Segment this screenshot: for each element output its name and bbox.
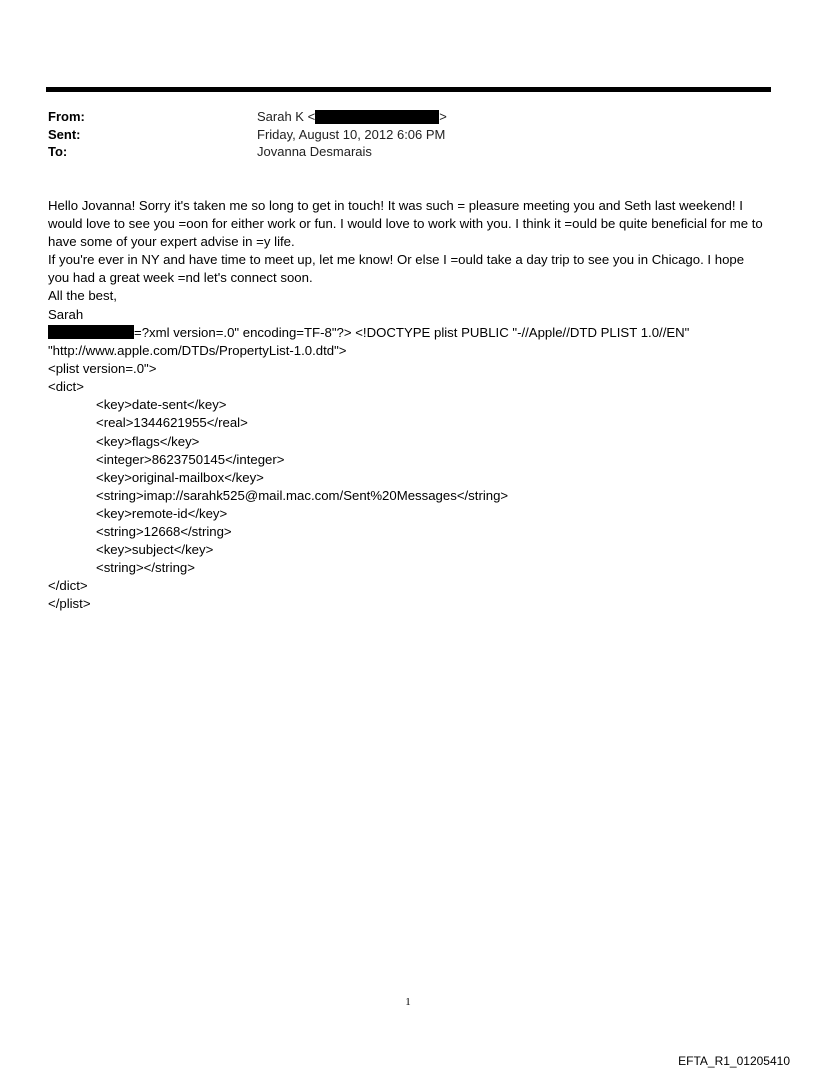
plist-line-4: <dict>	[48, 379, 84, 395]
plist-line-1	[48, 324, 768, 342]
body-signature: Sarah	[48, 306, 84, 322]
top-rule	[46, 87, 771, 92]
plist-xml-declaration: =?xml version=.0" encoding=TF-8"?> <!DOCTYPE plist PUBLIC "-//Apple//DTD PLIST 1.0//EN"	[134, 325, 690, 340]
from-label: From:	[48, 109, 85, 124]
body-closing: All the best,	[48, 288, 117, 304]
page-number: 1	[405, 996, 411, 1008]
redaction-block	[48, 325, 134, 339]
plist-entry: <key>subject</key>	[96, 542, 214, 558]
sent-label: Sent:	[48, 126, 81, 142]
email-body	[48, 197, 768, 324]
from-name: Sarah K <	[257, 109, 316, 124]
document-id: EFTA_R1_01205410	[678, 1054, 790, 1068]
from-close: >	[439, 109, 447, 124]
plist-entry: <string></string>	[96, 560, 195, 576]
from-value	[257, 108, 447, 126]
from-row	[48, 108, 748, 126]
sent-row	[48, 126, 748, 144]
plist-line-2: "http://www.apple.com/DTDs/PropertyList-1.0.dtd">	[48, 343, 347, 359]
plist-entry: <integer>8623750145</integer>	[96, 451, 285, 467]
body-paragraph-2: If you're ever in NY and have time to meet up, let me know! Or else I =ould take a day trip to see you in Chicago. I hope you had a great week =nd let's connect soon.	[48, 252, 745, 286]
plist-entry: <key>remote-id</key>	[96, 505, 228, 521]
plist-entry: <key>flags</key>	[96, 433, 200, 449]
plist-close-plist: </plist>	[48, 596, 91, 612]
plist-entry: <string>imap://sarahk525@mail.mac.com/Sent%20Messages</string>	[96, 487, 509, 503]
plist-entry: <key>original-mailbox</key>	[96, 469, 264, 485]
plist-close-dict: </dict>	[48, 578, 88, 594]
plist-entry: <key>date-sent</key>	[96, 397, 227, 413]
to-row	[48, 143, 748, 161]
body-paragraph-1: Hello Jovanna! Sorry it's taken me so long to get in touch! It was such = pleasure meeting you and Seth last weekend! I would love to see you =oon for either work or fun. I would love to work with you. I think it =ould be quite beneficial for me to have some of your expert advise in =y life.	[48, 198, 763, 250]
to-value: Jovanna Desmarais	[257, 144, 372, 159]
plist-entry: <string>12668</string>	[96, 524, 232, 540]
email-header	[48, 108, 748, 161]
plist-entry: <real>1344621955</real>	[96, 415, 248, 431]
plist-block	[48, 324, 768, 614]
to-label: To:	[48, 144, 68, 159]
redaction-block	[315, 110, 439, 124]
sent-value: Friday, August 10, 2012 6:06 PM	[257, 126, 446, 142]
plist-line-3: <plist version=.0">	[48, 361, 157, 377]
